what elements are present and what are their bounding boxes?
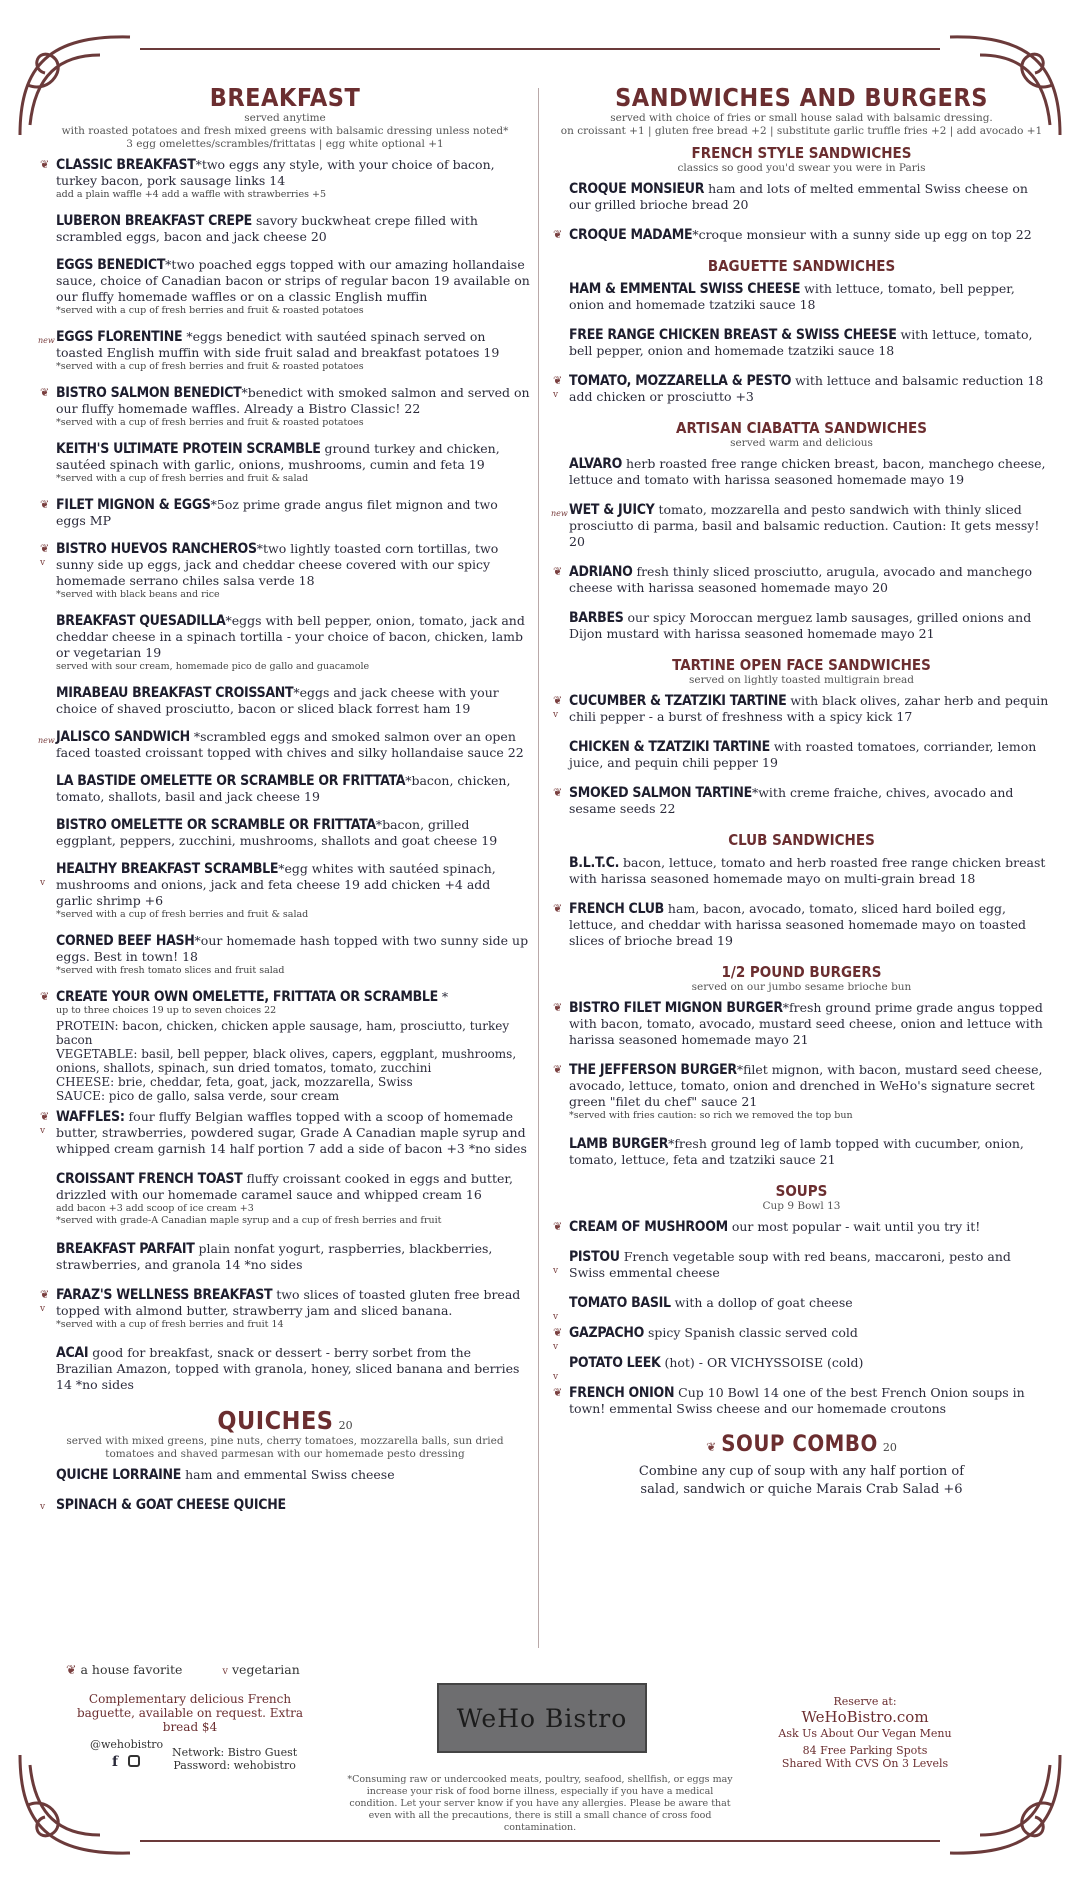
vegetarian-icon: v xyxy=(553,1372,559,1382)
list-item xyxy=(40,989,530,1017)
house-favorite-icon: ❦ xyxy=(40,498,50,511)
item-name: CORNED BEEF HASH xyxy=(56,933,195,949)
list-item xyxy=(56,213,530,245)
create-options xyxy=(56,1019,530,1103)
list-item xyxy=(56,1241,530,1273)
item-desc: *croque monsieur with a sunny side up egg on top 22 xyxy=(692,227,1032,242)
group-title: FRENCH STYLE SANDWICHES xyxy=(691,144,912,162)
list-item xyxy=(56,1171,530,1227)
list-item xyxy=(38,729,530,761)
list-item xyxy=(56,933,530,977)
list-item xyxy=(56,613,530,673)
list-item xyxy=(553,1355,1050,1382)
soups-note: Cup 9 Bowl 13 xyxy=(762,1200,841,1212)
item-name: FILET MIGNON & EGGS xyxy=(56,497,211,513)
house-favorite-icon: ❦ xyxy=(553,694,563,707)
item-name: HEALTHY BREAKFAST SCRAMBLE xyxy=(56,861,279,877)
item-desc: *eggs and jack cheese with your choice of shaved prosciutto, bacon or sliced black forrest ham 19 xyxy=(56,685,499,716)
new-badge: new xyxy=(38,336,55,345)
group-note: served warm and delicious xyxy=(730,437,873,449)
new-badge: new xyxy=(38,736,55,745)
house-favorite-icon: ❦ xyxy=(40,1110,50,1123)
item-fine: *served with a cup of fresh berries and fruit & salad xyxy=(56,909,309,920)
item-desc: our most popular - wait until you try it! xyxy=(727,1219,981,1234)
item-desc: Cup 10 Bowl 14 one of the best French Onion soups in town! emmental Swiss cheese and our homemade croutons xyxy=(569,1385,1025,1416)
sandwich-group-tartine xyxy=(553,656,1050,817)
sandwich-group-baguette xyxy=(553,257,1050,405)
vegan-note: Ask Us About Our Vegan Menu xyxy=(778,1727,952,1740)
list-item xyxy=(40,157,530,201)
item-name: ACAI xyxy=(56,1345,89,1361)
legend xyxy=(66,1662,300,1677)
reserve-info xyxy=(760,1695,970,1770)
disclaimer: *Consuming raw or undercooked meats, poultry, seafood, shellfish, or eggs may increase your risk of food borne illness, especially if you have a medical condition. Let your server know if you have any allergies. Please be aware that even with all the precautions, there is still a small chance of cross food contamination. xyxy=(347,1774,733,1833)
house-favorite-icon: ❦ xyxy=(40,1288,50,1301)
house-favorite-icon: ❦ xyxy=(40,990,50,1003)
house-favorite-icon: ❦ xyxy=(553,1326,563,1339)
item-desc: with black olives, zahar herb and pequin chili pepper - a burst of freshness with a spicy kick 17 xyxy=(569,693,1049,724)
item-name: CROQUE MONSIEUR xyxy=(569,181,705,197)
list-item xyxy=(569,1136,1050,1168)
item-name: BISTRO SALMON BENEDICT xyxy=(56,385,242,401)
item-desc: savory buckwheat crepe filled with scrambled eggs, bacon and jack cheese 20 xyxy=(56,213,478,244)
create-option-line: SAUCE: pico de gallo, salsa verde, sour cream xyxy=(56,1089,340,1103)
sandwich-group-ciabatta xyxy=(553,419,1050,642)
baguette-note: Complementary delicious French baguette, available on request. Extra bread $4 xyxy=(76,1692,304,1734)
item-name: ALVARO xyxy=(569,456,622,472)
breakfast-note: served anytime xyxy=(244,112,326,124)
item-fine: up to three choices 19 up to seven choices 22 xyxy=(56,1005,277,1016)
item-desc: our spicy Moroccan merguez lamb sausages, grilled onions and Dijon mustard with harissa seasoned homemade mayo 21 xyxy=(569,610,1032,641)
house-favorite-icon: ❦ xyxy=(40,158,50,171)
item-desc: *two eggs any style, with your choice of bacon, turkey bacon, pork sausage links 14 xyxy=(56,157,495,188)
list-item xyxy=(56,773,530,805)
item-name: CUCUMBER & TZATZIKI TARTINE xyxy=(569,693,787,709)
vegetarian-icon: v xyxy=(40,1304,46,1314)
item-fine: *served with grade-A Canadian maple syrup and a cup of fresh berries and fruit xyxy=(56,1215,442,1226)
item-desc: *eggs benedict with sautéed spinach served on toasted English muffin with side fruit salad and breakfast potatoes 19 xyxy=(56,329,500,360)
item-name: HAM & EMMENTAL SWISS CHEESE xyxy=(569,281,801,297)
house-favorite-icon: ❦ xyxy=(553,565,563,578)
quiches-note: served with mixed greens, pine nuts, cherry tomatoes, mozzarella balls, sun dried tomatoes and shaved parmesan with our homemade pesto dressing xyxy=(66,1435,504,1460)
item-name: FRENCH CLUB xyxy=(569,901,664,917)
list-item xyxy=(553,564,1050,596)
item-name: KEITH'S ULTIMATE PROTEIN SCRAMBLE xyxy=(56,441,321,457)
item-name: CREAM OF MUSHROOM xyxy=(569,1219,728,1235)
item-desc: tomato, mozzarella and pesto sandwich with thinly sliced prosciutto di parma, basil and balsamic reduction. Caution: It gets messy! 20 xyxy=(569,502,1040,549)
list-item xyxy=(40,541,530,601)
group-note: classics so good you'd swear you were in Paris xyxy=(677,162,926,174)
item-name: CLASSIC BREAKFAST xyxy=(56,157,196,173)
item-desc: *two poached eggs topped with our amazing hollandaise sauce, choice of Canadian bacon or strips of regular bacon 19 available on our fluffy homemade waffles or on a classic English muffin xyxy=(56,257,530,304)
list-item xyxy=(38,329,530,373)
list-item xyxy=(551,502,1050,550)
item-name: WAFFLES: xyxy=(56,1109,125,1125)
item-name: FARAZ'S WELLNESS BREAKFAST xyxy=(56,1287,273,1303)
item-desc: *bacon, chicken, tomato, shallots, basil and jack cheese 19 xyxy=(56,773,511,804)
combo-desc xyxy=(553,1463,1050,1499)
item-fine: *served with black beans and rice xyxy=(56,589,220,600)
sandwich-groups xyxy=(553,144,1050,1168)
house-favorite-icon: ❦ xyxy=(553,1001,563,1014)
item-desc: four fluffy Belgian waffles topped with a scoop of homemade butter, strawberries, powdered sugar, Grade A Canadian maple syrup and whipped cream garnish 14 half portion 7 add a side of bacon +3 *no sides xyxy=(56,1109,527,1156)
item-name: FRENCH ONION xyxy=(569,1385,675,1401)
weho-bistro-logo xyxy=(437,1683,647,1753)
item-name: EGGS BENEDICT xyxy=(56,257,166,273)
legend-vegetarian: vegetarian xyxy=(232,1662,300,1677)
item-desc: ham and emmental Swiss cheese xyxy=(181,1467,395,1482)
quiches-title: QUICHES xyxy=(217,1406,334,1435)
combo-desc-line: salad, sandwich or quiche Marais Crab Salad +6 xyxy=(640,1482,963,1497)
item-fine: *served with a cup of fresh berries and fruit 14 xyxy=(56,1319,284,1330)
item-desc: with a dollop of goat cheese xyxy=(670,1295,853,1310)
wifi-info xyxy=(172,1746,297,1772)
item-desc: French vegetable soup with red beans, maccaroni, pesto and Swiss emmental cheese xyxy=(569,1249,1011,1280)
item-name: GAZPACHO xyxy=(569,1325,644,1341)
wifi-network: Network: Bistro Guest xyxy=(172,1746,298,1759)
list-item xyxy=(569,610,1050,642)
sandwiches-title: SANDWICHES AND BURGERS xyxy=(615,83,988,112)
item-name: SMOKED SALMON TARTINE xyxy=(569,785,752,801)
breakfast-column xyxy=(40,84,530,1513)
combo-header xyxy=(553,1431,1050,1459)
breakfast-note: 3 egg omelettes/scrambles/frittatas | egg white optional +1 xyxy=(126,138,444,150)
item-desc: herb roasted free range chicken breast, bacon, manchego cheese, lettuce and tomato with harissa seasoned homemade mayo 19 xyxy=(569,456,1046,487)
item-desc: *with creme fraiche, chives, avocado and sesame seeds 22 xyxy=(569,785,1014,816)
item-desc: *two lightly toasted corn tortillas, two sunny side up eggs, jack and cheddar cheese covered with our spicy homemade serrano chiles salsa verde 18 xyxy=(56,541,499,588)
item-name: CREATE YOUR OWN OMELETTE, FRITTATA OR SCRAMBLE xyxy=(56,989,438,1005)
list-item xyxy=(553,901,1050,949)
item-fine: *served with a cup of fresh berries and fruit & roasted potatoes xyxy=(56,305,364,316)
item-desc: ham and lots of melted emmental Swiss cheese on our grilled brioche bread 20 xyxy=(569,181,1028,212)
item-desc: fresh thinly sliced prosciutto, arugula, avocado and manchego cheese with harissa seasoned homemade mayo 20 xyxy=(569,564,1033,595)
vegetarian-icon: v xyxy=(553,1312,559,1322)
item-name: PISTOU xyxy=(569,1249,620,1265)
item-desc: *fresh ground prime grade angus topped with bacon, tomato, avocado, mustard seed cheese, onion and lettuce with harissa seasoned homemade mayo 21 xyxy=(569,1000,1043,1047)
vegetarian-icon: v xyxy=(553,390,559,400)
sandwich-group-burgers xyxy=(553,963,1050,1168)
item-name: BREAKFAST PARFAIT xyxy=(56,1241,195,1257)
social-handle: @wehobistro xyxy=(90,1738,164,1751)
house-favorite-icon: ❦ xyxy=(553,228,563,241)
item-fine: *served with a cup of fresh berries and fruit & roasted potatoes xyxy=(56,417,364,428)
item-desc: ham, bacon, avocado, tomato, sliced hard boiled egg, lettuce, and cheddar with harissa seasoned homemade mayo on toasted slices of brioche bread 19 xyxy=(569,901,1027,948)
item-fine: *served with a cup of fresh berries and fruit & salad xyxy=(56,473,309,484)
item-name: BISTRO OMELETTE OR SCRAMBLE OR FRITTATA xyxy=(56,817,376,833)
item-name: LUBERON BREAKFAST CREPE xyxy=(56,213,252,229)
item-desc: plain nonfat yogurt, raspberries, blackberries, strawberries, and granola 14 *no sides xyxy=(56,1241,493,1272)
item-name: SPINACH & GOAT CHEESE QUICHE xyxy=(56,1497,286,1513)
list-item xyxy=(553,1325,1050,1352)
house-favorite-icon: ❦ xyxy=(706,1440,717,1454)
list-item xyxy=(40,385,530,429)
parking-note: Shared With CVS On 3 Levels xyxy=(781,1757,949,1770)
vegetarian-icon: v xyxy=(553,1342,559,1352)
house-favorite-icon: ❦ xyxy=(553,1063,563,1076)
item-name: CROQUE MADAME xyxy=(569,227,693,243)
item-name: JALISCO SANDWICH xyxy=(56,729,190,745)
reserve-label: Reserve at: xyxy=(833,1695,897,1708)
list-item xyxy=(569,181,1050,213)
item-desc: ground turkey and chicken, sautéed spinach with garlic, onions, mushrooms, cumin and feta 19 xyxy=(56,441,500,472)
item-desc: (hot) - OR VICHYSSOISE (cold) xyxy=(660,1355,864,1370)
item-desc: * xyxy=(437,989,449,1004)
combo-title: SOUP COMBO xyxy=(721,1432,878,1457)
item-name: LA BASTIDE OMELETTE OR SCRAMBLE OR FRITTATA xyxy=(56,773,406,789)
item-name: BARBES xyxy=(569,610,624,626)
list-item xyxy=(40,1497,530,1513)
item-name: BISTRO HUEVOS RANCHEROS xyxy=(56,541,257,557)
item-name: FREE RANGE CHICKEN BREAST & SWISS CHEESE xyxy=(569,327,897,343)
house-favorite-icon: ❦ xyxy=(553,1220,563,1233)
instagram-icon[interactable] xyxy=(128,1755,140,1767)
breakfast-list-2 xyxy=(40,1109,530,1393)
item-name: POTATO LEEK xyxy=(569,1355,661,1371)
item-fine: served with sour cream, homemade pico de gallo and guacamole xyxy=(56,661,370,672)
item-name: THE JEFFERSON BURGER xyxy=(569,1062,737,1078)
sandwiches-note: served with choice of fries or small house salad with balsamic dressing. xyxy=(610,112,993,124)
item-desc: *egg whites with sautéed spinach, mushrooms and onions, jack and feta cheese 19 add chicken +4 add garlic shrimp +6 xyxy=(56,861,496,908)
group-note: served on our jumbo sesame brioche bun xyxy=(691,981,912,993)
item-name: B.L.T.C. xyxy=(569,855,620,871)
list-item xyxy=(40,1287,530,1331)
soups-title: SOUPS xyxy=(775,1182,828,1200)
item-desc: fluffy croissant cooked in eggs and butter, drizzled with our homemade caramel sauce and whipped cream 16 xyxy=(56,1171,513,1202)
list-item xyxy=(56,441,530,485)
item-desc: two slices of toasted gluten free bread topped with almond butter, strawberry jam and sliced banana. xyxy=(56,1287,521,1318)
item-fine: *served with a cup of fresh berries and fruit & roasted potatoes xyxy=(56,361,364,372)
new-badge: new xyxy=(551,509,568,518)
item-fine: add bacon +3 add scoop of ice cream +3 xyxy=(56,1203,254,1214)
item-name: CROISSANT FRENCH TOAST xyxy=(56,1171,243,1187)
item-desc: *filet mignon, with bacon, mustard seed cheese, avocado, lettuce, tomato, onion and drenched in WeHo's signature secret green "filet du chef" sauce 21 xyxy=(569,1062,1043,1109)
list-item xyxy=(553,227,1050,243)
item-name: WET & JUICY xyxy=(569,502,655,518)
combo-price: 20 xyxy=(882,1441,897,1454)
legend-favorite: a house favorite xyxy=(80,1662,183,1677)
item-desc: bacon, lettuce, tomato and herb roasted free range chicken breast with harissa seasoned homemade mayo on multi-grain bread 18 xyxy=(569,855,1046,886)
group-title: ARTISAN CIABATTA SANDWICHES xyxy=(676,419,927,437)
list-item xyxy=(56,817,530,849)
item-desc: with lettuce, tomato, bell pepper, onion and homemade tzatziki sauce 18 xyxy=(569,281,1015,312)
breakfast-list xyxy=(40,157,530,1017)
vegetarian-icon: v xyxy=(553,710,559,720)
quiches-header xyxy=(40,1407,530,1435)
vegetarian-icon: v xyxy=(40,558,46,568)
item-desc: *benedict with smoked salmon and served on our fluffy homemade waffles. Already a Bistro Classic! 22 xyxy=(56,385,530,416)
wifi-password: Password: wehobistro xyxy=(173,1759,296,1772)
house-favorite-icon: ❦ xyxy=(553,786,563,799)
sandwich-group-french xyxy=(553,144,1050,243)
house-favorite-icon: ❦ xyxy=(40,386,50,399)
breakfast-title: BREAKFAST xyxy=(209,83,361,112)
website-link[interactable]: WeHoBistro.com xyxy=(801,1708,929,1726)
list-item xyxy=(553,1062,1050,1122)
list-item xyxy=(569,855,1050,887)
item-desc: with roasted tomatoes, corriander, lemon juice, and pequin chili pepper 19 xyxy=(569,739,1037,770)
sandwiches-column xyxy=(553,84,1050,1499)
house-favorite-icon: ❦ xyxy=(553,1386,563,1399)
house-favorite-icon: ❦ xyxy=(553,902,563,915)
list-item xyxy=(40,1109,530,1157)
list-item xyxy=(553,1249,1050,1281)
quiches-price: 20 xyxy=(338,1419,353,1432)
vegetarian-icon: v xyxy=(553,1266,559,1276)
sandwich-group-club xyxy=(553,831,1050,949)
item-desc: *eggs with bell pepper, onion, tomato, jack and cheddar cheese in a spinach tortilla - your choice of bacon, chicken, lamb or vegetarian 19 xyxy=(56,613,525,660)
item-desc: *our homemade hash topped with two sunny side up eggs. Best in town! 18 xyxy=(56,933,529,964)
soups-list xyxy=(553,1219,1050,1417)
item-name: QUICHE LORRAINE xyxy=(56,1467,182,1483)
list-item xyxy=(569,456,1050,488)
create-option-line: PROTEIN: bacon, chicken, chicken apple sausage, ham, prosciutto, turkey bacon xyxy=(56,1019,510,1047)
vegetarian-icon: v xyxy=(40,878,46,888)
item-name: LAMB BURGER xyxy=(569,1136,669,1152)
item-fine: add a plain waffle +4 add a waffle with strawberries +5 xyxy=(56,189,326,200)
list-item xyxy=(56,685,530,717)
vegetarian-icon: v xyxy=(40,1126,46,1136)
logo-text: WeHo Bistro xyxy=(456,1703,628,1733)
social-icons xyxy=(112,1754,140,1770)
create-option-line: CHEESE: brie, cheddar, feta, goat, jack, mozzarella, Swiss xyxy=(56,1075,413,1089)
list-item xyxy=(56,1345,530,1393)
frame-top-line xyxy=(140,48,940,50)
column-divider xyxy=(538,88,539,1648)
item-desc: *scrambled eggs and smoked salmon over an open faced toasted croissant topped with chives and silky hollandaise sauce 22 xyxy=(56,729,524,760)
item-fine: *served with fries caution: so rich we removed the top bun xyxy=(569,1110,853,1121)
breakfast-note: with roasted potatoes and fresh mixed greens with balsamic dressing unless noted* xyxy=(61,125,509,137)
facebook-icon[interactable]: f xyxy=(112,1754,119,1770)
group-note: served on lightly toasted multigrain bread xyxy=(688,674,915,686)
house-favorite-icon: ❦ xyxy=(553,374,563,387)
item-name: EGGS FLORENTINE xyxy=(56,329,183,345)
parking-note: 84 Free Parking Spots xyxy=(802,1744,928,1757)
item-desc: with lettuce and balsamic reduction 18 add chicken or prosciutto +3 xyxy=(569,373,1044,404)
create-option-line: VEGETABLE: basil, bell pepper, black olives, capers, eggplant, mushrooms, onions, shallots, spinach, sun dried tomatos, tomato, zucchini xyxy=(56,1047,517,1075)
item-desc: spicy Spanish classic served cold xyxy=(644,1325,858,1340)
list-item xyxy=(569,327,1050,359)
group-title: BAGUETTE SANDWICHES xyxy=(707,257,896,275)
list-item xyxy=(40,497,530,529)
house-favorite-icon: ❦ xyxy=(66,1662,77,1677)
vegetarian-icon: v xyxy=(40,1502,46,1512)
item-desc: with lettuce, tomato, bell pepper, onion and homemade tzatziki sauce 18 xyxy=(569,327,1033,358)
list-item xyxy=(553,1295,1050,1322)
list-item xyxy=(553,693,1050,725)
list-item xyxy=(553,785,1050,817)
frame-bottom-line xyxy=(140,1840,940,1842)
vegetarian-icon: v xyxy=(222,1666,229,1677)
list-item xyxy=(553,1385,1050,1417)
list-item xyxy=(553,1000,1050,1048)
list-item xyxy=(56,257,530,317)
sandwiches-note: on croissant +1 | gluten free bread +2 | substitute garlic truffle fries +2 | add avocado +1 xyxy=(560,125,1043,137)
list-item xyxy=(56,1467,530,1483)
item-desc: good for breakfast, snack or dessert - berry sorbet from the Brazilian Amazon, topped with granola, honey, sliced banana and berries 14 *no sides xyxy=(56,1345,520,1392)
list-item xyxy=(40,861,530,921)
item-desc: *5oz prime grade angus filet mignon and two eggs MP xyxy=(56,497,498,528)
list-item xyxy=(569,739,1050,771)
list-item xyxy=(553,1219,1050,1235)
group-title: TARTINE OPEN FACE SANDWICHES xyxy=(672,656,931,674)
item-fine: *served with fresh tomato slices and fruit salad xyxy=(56,965,285,976)
group-title: 1/2 POUND BURGERS xyxy=(721,963,882,981)
item-name: TOMATO, MOZZARELLA & PESTO xyxy=(569,373,792,389)
item-name: BREAKFAST QUESADILLA xyxy=(56,613,226,629)
item-desc: *fresh ground leg of lamb topped with cucumber, onion, tomato, lettuce, feta and tzatziki sauce 21 xyxy=(569,1136,1024,1167)
combo-desc-line: Combine any cup of soup with any half portion of xyxy=(638,1464,965,1479)
item-name: BISTRO FILET MIGNON BURGER xyxy=(569,1000,783,1016)
list-item xyxy=(569,281,1050,313)
item-name: TOMATO BASIL xyxy=(569,1295,671,1311)
list-item xyxy=(553,373,1050,405)
item-desc: *bacon, grilled eggplant, peppers, zucchini, mushrooms, shallots and goat cheese 19 xyxy=(56,817,498,848)
item-name: CHICKEN & TZATZIKI TARTINE xyxy=(569,739,770,755)
item-name: MIRABEAU BREAKFAST CROISSANT xyxy=(56,685,294,701)
house-favorite-icon: ❦ xyxy=(40,542,50,555)
group-title: CLUB SANDWICHES xyxy=(728,831,875,849)
item-name: ADRIANO xyxy=(569,564,633,580)
